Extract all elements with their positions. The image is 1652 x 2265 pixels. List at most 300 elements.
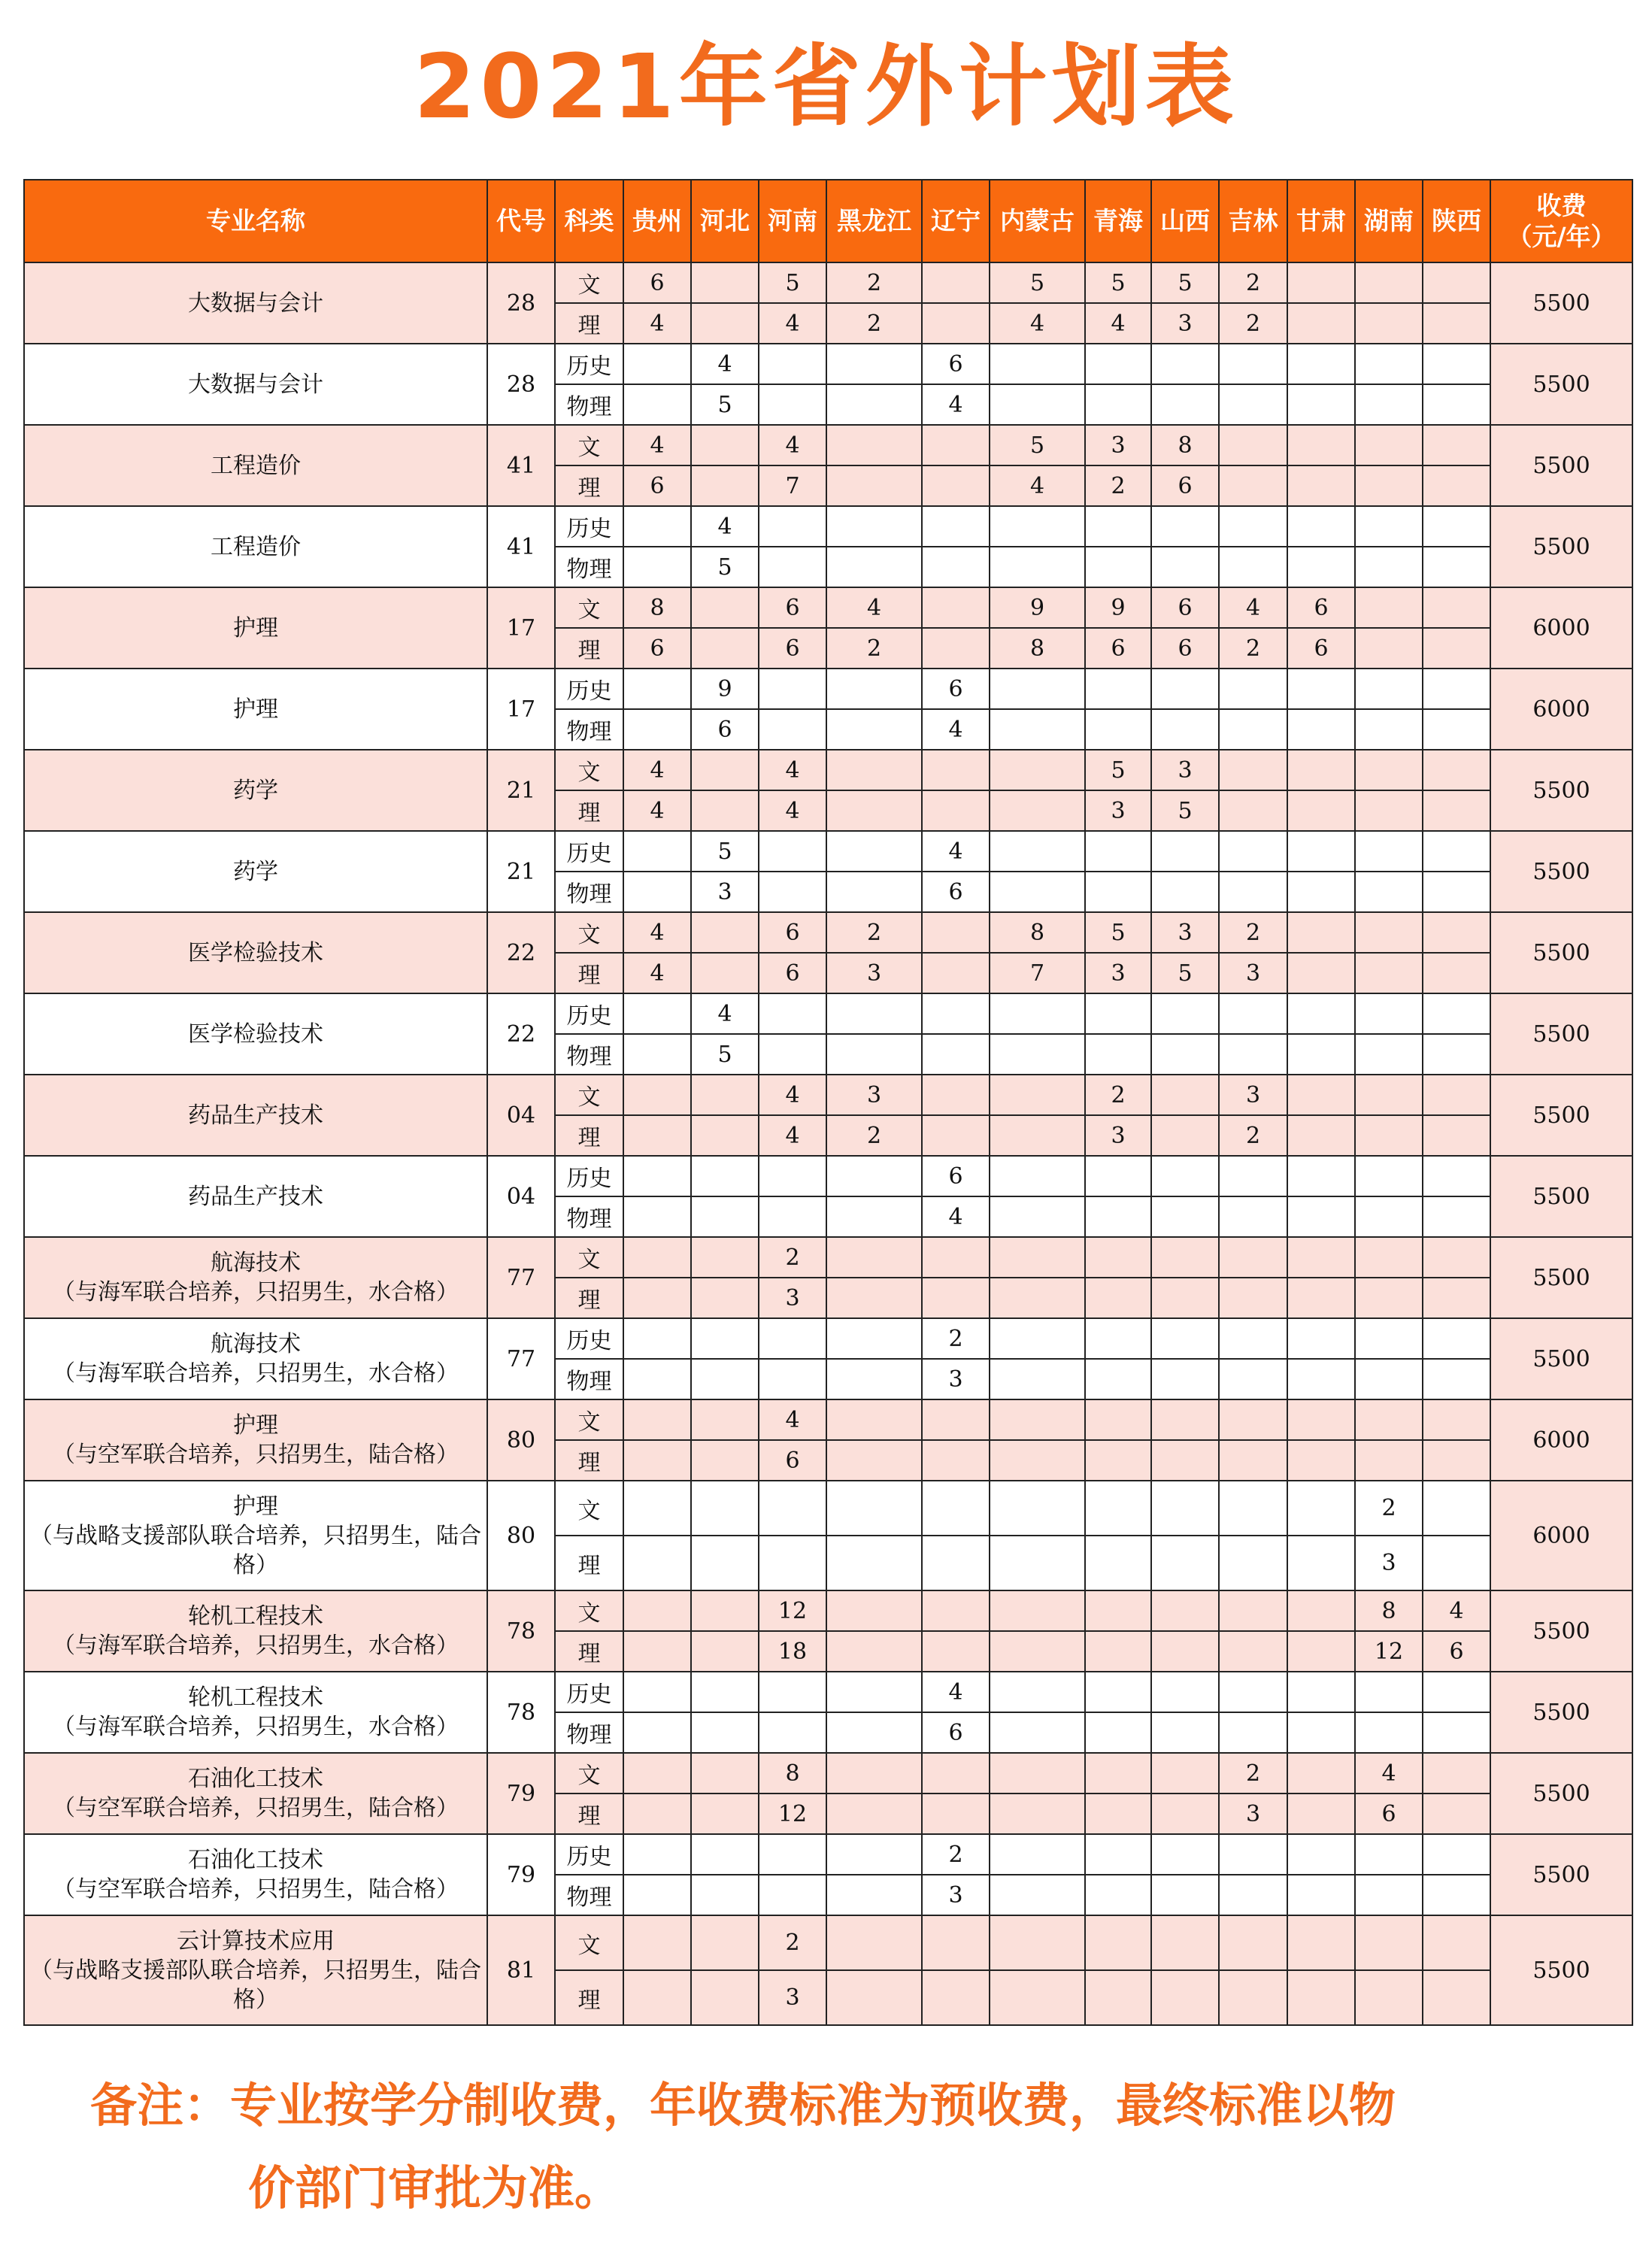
major-code: 04: [487, 1075, 555, 1156]
quota-cell: [1085, 344, 1151, 384]
quota-cell: [1219, 1359, 1287, 1399]
quota-cell: [1355, 1237, 1423, 1278]
major-name: 轮机工程技术: [188, 1603, 323, 1630]
subject-type: 历史: [555, 993, 623, 1034]
quota-cell: [826, 1481, 922, 1536]
quota-cell: [1151, 1237, 1219, 1278]
quota-cell: [691, 1631, 759, 1672]
quota-cell: [1085, 669, 1151, 709]
fee-cell: 6000: [1490, 1399, 1632, 1481]
quota-cell: [990, 1196, 1085, 1237]
major-code: 21: [487, 831, 555, 912]
quota-cell: [1355, 750, 1423, 790]
quota-cell: 8: [990, 628, 1085, 669]
table-row: [24, 587, 1632, 628]
quota-cell: [691, 1237, 759, 1278]
major-name-cell: [24, 425, 487, 506]
quota-cell: [691, 628, 759, 669]
quota-cell: [1219, 1631, 1287, 1672]
major-name: 云计算技术应用: [177, 1927, 335, 1954]
quota-cell: [826, 1753, 922, 1794]
subject-type: 物理: [555, 1196, 623, 1237]
quota-cell: 6: [759, 1440, 826, 1481]
quota-cell: [623, 1794, 691, 1834]
quota-cell: 6: [1355, 1794, 1423, 1834]
quota-cell: [1219, 1712, 1287, 1753]
major-name: 护理: [233, 614, 278, 641]
major-note: （与海军联合培养，只招男生，水合格）: [53, 1714, 459, 1740]
quota-cell: [1085, 1034, 1151, 1075]
quota-cell: [1219, 709, 1287, 750]
enrollment-plan-table: [23, 179, 1633, 2026]
major-name-cell: [24, 1753, 487, 1834]
subject-type: 理: [555, 1536, 623, 1590]
quota-cell: [826, 1237, 922, 1278]
fee-cell: 5500: [1490, 1318, 1632, 1399]
quota-cell: [1355, 1359, 1423, 1399]
major-name-cell: [24, 344, 487, 425]
quota-cell: 6: [1287, 628, 1355, 669]
header-province: 吉林: [1219, 180, 1287, 262]
major-code: 17: [487, 669, 555, 750]
subject-type: 文: [555, 587, 623, 628]
major-note: （与空军联合培养，只招男生，陆合格）: [53, 1442, 459, 1468]
quota-cell: 6: [1423, 1631, 1490, 1672]
quota-cell: [759, 1034, 826, 1075]
quota-cell: [826, 1631, 922, 1672]
quota-cell: [1287, 1278, 1355, 1318]
quota-cell: [623, 1399, 691, 1440]
quota-cell: [691, 1794, 759, 1834]
quota-cell: [922, 790, 990, 831]
header-province: 河南: [759, 180, 826, 262]
quota-cell: [1219, 465, 1287, 506]
quota-cell: [1423, 790, 1490, 831]
quota-cell: [623, 831, 691, 872]
quota-cell: 3: [759, 1970, 826, 2025]
quota-cell: [1219, 344, 1287, 384]
quota-cell: [922, 628, 990, 669]
quota-cell: [922, 750, 990, 790]
quota-cell: 4: [922, 1196, 990, 1237]
quota-cell: [623, 1536, 691, 1590]
quota-cell: 3: [922, 1875, 990, 1915]
fee-cell: 5500: [1490, 912, 1632, 993]
quota-cell: [1151, 872, 1219, 912]
major-code: 41: [487, 506, 555, 587]
subject-type: 文: [555, 1399, 623, 1440]
quota-cell: 8: [759, 1753, 826, 1794]
quota-cell: [759, 1834, 826, 1875]
quota-cell: [1151, 1075, 1219, 1115]
quota-cell: [1151, 669, 1219, 709]
quota-cell: [1287, 1196, 1355, 1237]
quota-cell: [623, 1631, 691, 1672]
quota-cell: [1423, 1359, 1490, 1399]
quota-cell: [691, 1536, 759, 1590]
subject-type: 文: [555, 1590, 623, 1631]
quota-cell: [1287, 262, 1355, 303]
quota-cell: 4: [826, 587, 922, 628]
quota-cell: [1219, 1318, 1287, 1359]
major-name-cell: [24, 912, 487, 993]
quota-cell: [1219, 1970, 1287, 2025]
quota-cell: [826, 1970, 922, 2025]
subject-type: 理: [555, 1794, 623, 1834]
quota-cell: 4: [922, 384, 990, 425]
quota-cell: [1423, 953, 1490, 993]
subject-type: 文: [555, 750, 623, 790]
major-note: （与战略支援部队联合培养，只招男生，陆合格）: [30, 1957, 481, 2013]
quota-cell: [1085, 1712, 1151, 1753]
quota-cell: [1151, 1970, 1219, 2025]
quota-cell: [990, 1075, 1085, 1115]
quota-cell: [1219, 1834, 1287, 1875]
subject-type: 文: [555, 1075, 623, 1115]
quota-cell: [691, 790, 759, 831]
table-body: [24, 262, 1632, 2025]
major-name: 石油化工技术: [188, 1766, 323, 1792]
major-note: （与海军联合培养，只招男生，水合格）: [53, 1279, 459, 1305]
quota-cell: [1355, 1318, 1423, 1359]
quota-cell: [1287, 1631, 1355, 1672]
quota-cell: 4: [1219, 587, 1287, 628]
quota-cell: [826, 1915, 922, 1970]
quota-cell: [826, 1318, 922, 1359]
quota-cell: 5: [1151, 262, 1219, 303]
quota-cell: [1423, 872, 1490, 912]
quota-cell: [1355, 1115, 1423, 1156]
quota-cell: [1355, 262, 1423, 303]
quota-cell: [1219, 1440, 1287, 1481]
quota-cell: [826, 1794, 922, 1834]
major-name-cell: [24, 831, 487, 912]
major-note: （与海军联合培养，只招男生，水合格）: [53, 1633, 459, 1659]
major-name: 工程造价: [211, 452, 301, 479]
subject-type: 历史: [555, 1156, 623, 1196]
quota-cell: 3: [1085, 790, 1151, 831]
quota-cell: [1355, 790, 1423, 831]
quota-cell: [1219, 993, 1287, 1034]
quota-cell: [826, 1359, 922, 1399]
quota-cell: [691, 1156, 759, 1196]
quota-cell: [623, 1970, 691, 2025]
quota-cell: [990, 1753, 1085, 1794]
quota-cell: [1151, 1536, 1219, 1590]
quota-cell: [1085, 1440, 1151, 1481]
major-name-cell: [24, 993, 487, 1075]
quota-cell: 3: [826, 953, 922, 993]
major-note: （与空军联合培养，只招男生，陆合格）: [53, 1876, 459, 1903]
quota-cell: [1287, 1115, 1355, 1156]
quota-cell: [1355, 709, 1423, 750]
quota-cell: [759, 993, 826, 1034]
subject-type: 历史: [555, 344, 623, 384]
quota-cell: [1355, 628, 1423, 669]
table-row: [24, 993, 1632, 1034]
quota-cell: [1287, 547, 1355, 587]
quota-cell: [826, 709, 922, 750]
quota-cell: 6: [623, 262, 691, 303]
quota-cell: 8: [1355, 1590, 1423, 1631]
quota-cell: [1355, 669, 1423, 709]
quota-cell: [1151, 1712, 1219, 1753]
quota-cell: [990, 1440, 1085, 1481]
quota-cell: [1085, 547, 1151, 587]
quota-cell: [1151, 506, 1219, 547]
quota-cell: [1423, 1712, 1490, 1753]
quota-cell: 9: [1085, 587, 1151, 628]
quota-cell: [1085, 1875, 1151, 1915]
quota-cell: [990, 1318, 1085, 1359]
quota-cell: [1219, 1399, 1287, 1440]
subject-type: 理: [555, 1115, 623, 1156]
major-name-cell: [24, 1237, 487, 1318]
quota-cell: [1151, 1318, 1219, 1359]
quota-cell: 7: [759, 465, 826, 506]
major-name: 护理: [233, 1412, 278, 1439]
quota-cell: 18: [759, 1631, 826, 1672]
quota-cell: 4: [623, 750, 691, 790]
major-name: 石油化工技术: [188, 1847, 323, 1873]
quota-cell: [1287, 506, 1355, 547]
quota-cell: [1151, 547, 1219, 587]
quota-cell: [1423, 831, 1490, 872]
quota-cell: [759, 1672, 826, 1712]
quota-cell: 4: [922, 831, 990, 872]
quota-cell: [826, 1834, 922, 1875]
quota-cell: [922, 587, 990, 628]
quota-cell: 4: [759, 425, 826, 465]
major-code: 81: [487, 1915, 555, 2025]
quota-cell: [1219, 547, 1287, 587]
quota-cell: [1287, 1970, 1355, 2025]
header-province: 内蒙古: [990, 180, 1085, 262]
major-name-cell: [24, 1318, 487, 1399]
fee-cell: 5500: [1490, 1075, 1632, 1156]
quota-cell: [990, 547, 1085, 587]
quota-cell: [691, 1672, 759, 1712]
quota-cell: [759, 669, 826, 709]
quota-cell: 3: [691, 872, 759, 912]
quota-cell: [1423, 1970, 1490, 2025]
quota-cell: [1423, 1115, 1490, 1156]
quota-cell: [1423, 1237, 1490, 1278]
quota-cell: [1355, 1440, 1423, 1481]
major-name-cell: [24, 750, 487, 831]
table-row: [24, 506, 1632, 547]
quota-cell: 4: [759, 790, 826, 831]
quota-cell: [1423, 912, 1490, 953]
quota-cell: [623, 1834, 691, 1875]
quota-cell: [1219, 1915, 1287, 1970]
quota-cell: [1151, 1034, 1219, 1075]
quota-cell: [1423, 506, 1490, 547]
subject-type: 历史: [555, 1318, 623, 1359]
quota-cell: [1287, 1536, 1355, 1590]
quota-cell: 5: [759, 262, 826, 303]
quota-cell: 7: [990, 953, 1085, 993]
quota-cell: [1355, 1834, 1423, 1875]
fee-cell: 6000: [1490, 669, 1632, 750]
quota-cell: [1423, 1075, 1490, 1115]
quota-cell: [990, 1590, 1085, 1631]
quota-cell: [1287, 1915, 1355, 1970]
quota-cell: 3: [1151, 912, 1219, 953]
quota-cell: [1287, 831, 1355, 872]
header-province: 山西: [1151, 180, 1219, 262]
quota-cell: [691, 425, 759, 465]
table-row: [24, 1753, 1632, 1794]
quota-cell: [1085, 1794, 1151, 1834]
quota-cell: [691, 465, 759, 506]
quota-cell: [990, 1481, 1085, 1536]
quota-cell: 2: [1219, 262, 1287, 303]
fee-cell: 5500: [1490, 1915, 1632, 2025]
table-row: [24, 750, 1632, 790]
quota-cell: [1085, 1753, 1151, 1794]
quota-cell: [1355, 547, 1423, 587]
quota-cell: [623, 993, 691, 1034]
quota-cell: [1085, 1399, 1151, 1440]
quota-cell: [691, 303, 759, 344]
fee-cell: 5500: [1490, 262, 1632, 344]
quota-cell: 2: [759, 1915, 826, 1970]
quota-cell: [1287, 303, 1355, 344]
quota-cell: [1151, 1672, 1219, 1712]
major-code: 17: [487, 587, 555, 669]
quota-cell: [1423, 1672, 1490, 1712]
quota-cell: [759, 872, 826, 912]
major-note: （与空军联合培养，只招男生，陆合格）: [53, 1795, 459, 1821]
quota-cell: [1151, 831, 1219, 872]
subject-type: 历史: [555, 1672, 623, 1712]
quota-cell: [1423, 709, 1490, 750]
table-row: [24, 831, 1632, 872]
quota-cell: [1355, 587, 1423, 628]
major-name-cell: [24, 1834, 487, 1915]
quota-cell: [990, 872, 1085, 912]
quota-cell: [990, 1156, 1085, 1196]
quota-cell: [1151, 1440, 1219, 1481]
quota-cell: [759, 344, 826, 384]
subject-type: 文: [555, 1915, 623, 1970]
quota-cell: [922, 465, 990, 506]
quota-cell: [1085, 709, 1151, 750]
major-name-cell: [24, 1590, 487, 1672]
fee-cell: 5500: [1490, 1237, 1632, 1318]
footer-note-line2: 价部门审批为准。: [248, 2160, 622, 2215]
quota-cell: 6: [1151, 465, 1219, 506]
quota-cell: [990, 831, 1085, 872]
quota-cell: [922, 1075, 990, 1115]
fee-cell: 6000: [1490, 587, 1632, 669]
quota-cell: 3: [1085, 953, 1151, 993]
quota-cell: [1085, 1156, 1151, 1196]
quota-cell: 6: [691, 709, 759, 750]
header-fee: [1490, 180, 1632, 262]
quota-cell: 6: [922, 1712, 990, 1753]
major-name: 工程造价: [211, 533, 301, 560]
quota-cell: [623, 1115, 691, 1156]
quota-cell: [1423, 1834, 1490, 1875]
quota-cell: [922, 1753, 990, 1794]
quota-cell: [990, 1399, 1085, 1440]
quota-cell: [1423, 628, 1490, 669]
major-name-cell: [24, 1672, 487, 1753]
quota-cell: [826, 344, 922, 384]
quota-cell: [1287, 1672, 1355, 1712]
header-province: 湖南: [1355, 180, 1423, 262]
quota-cell: [623, 1672, 691, 1712]
quota-cell: [1355, 831, 1423, 872]
quota-cell: 6: [759, 587, 826, 628]
quota-cell: 6: [623, 465, 691, 506]
quota-cell: [1287, 1318, 1355, 1359]
quota-cell: [759, 1712, 826, 1753]
quota-cell: [1151, 1156, 1219, 1196]
quota-cell: 2: [1219, 1753, 1287, 1794]
quota-cell: 5: [691, 831, 759, 872]
quota-cell: 4: [759, 750, 826, 790]
quota-cell: [1423, 344, 1490, 384]
major-code: 80: [487, 1399, 555, 1481]
fee-cell: 5500: [1490, 344, 1632, 425]
subject-type: 物理: [555, 384, 623, 425]
header-province: 贵州: [623, 180, 691, 262]
major-code: 78: [487, 1590, 555, 1672]
quota-cell: [990, 750, 1085, 790]
quota-cell: [826, 669, 922, 709]
quota-cell: 6: [759, 953, 826, 993]
quota-cell: [1355, 1278, 1423, 1318]
header-province: 甘肃: [1287, 180, 1355, 262]
quota-cell: [623, 344, 691, 384]
major-name: 药学: [233, 777, 278, 804]
quota-cell: [990, 1536, 1085, 1590]
quota-cell: 2: [922, 1318, 990, 1359]
major-name: 药品生产技术: [188, 1183, 323, 1210]
quota-cell: [1151, 1278, 1219, 1318]
quota-cell: 6: [922, 872, 990, 912]
quota-cell: 2: [1085, 465, 1151, 506]
quota-cell: [1355, 1156, 1423, 1196]
quota-cell: [759, 1875, 826, 1915]
quota-cell: [1287, 790, 1355, 831]
quota-cell: [759, 831, 826, 872]
fee-cell: 5500: [1490, 506, 1632, 587]
quota-cell: [1085, 1481, 1151, 1536]
quota-cell: [691, 1440, 759, 1481]
quota-cell: 3: [826, 1075, 922, 1115]
table-row: [24, 1156, 1632, 1196]
quota-cell: [1151, 1631, 1219, 1672]
quota-cell: [1219, 872, 1287, 912]
quota-cell: [1219, 506, 1287, 547]
quota-cell: [623, 1318, 691, 1359]
table-row: [24, 262, 1632, 303]
quota-cell: 2: [759, 1237, 826, 1278]
quota-cell: 2: [826, 303, 922, 344]
quota-cell: [1355, 872, 1423, 912]
quota-cell: [1219, 1156, 1287, 1196]
major-name: 大数据与会计: [188, 290, 323, 317]
quota-cell: 6: [759, 628, 826, 669]
quota-cell: [691, 1753, 759, 1794]
quota-cell: [1151, 1590, 1219, 1631]
quota-cell: [1219, 1196, 1287, 1237]
quota-cell: 6: [1151, 587, 1219, 628]
